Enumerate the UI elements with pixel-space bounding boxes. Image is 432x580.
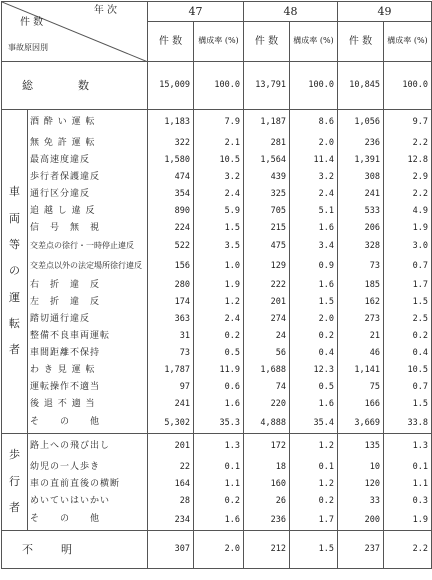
cell: 10.5 [384, 362, 432, 379]
cell: 0.2 [290, 328, 338, 345]
row-label: そ の 他 [28, 510, 148, 531]
cell: 4,888 [244, 413, 290, 434]
cell: 2.2 [384, 135, 432, 152]
cell: 166 [338, 396, 384, 413]
row-label: 右 折 違 反 [28, 277, 148, 294]
cell: 120 [338, 476, 384, 493]
cell: 1.2 [194, 294, 244, 311]
cell: 2.1 [194, 135, 244, 152]
table-row [2, 110, 432, 135]
cell: 1.7 [290, 510, 338, 531]
cell: 12.3 [290, 362, 338, 379]
cell: 26 [244, 493, 290, 510]
pedestrian_group-group-label [2, 434, 28, 531]
cell: 2.0 [290, 311, 338, 328]
cell: 0.1 [290, 459, 338, 476]
header-cause-label: 事故原因別 [8, 43, 48, 52]
cell: 11.4 [290, 152, 338, 169]
cell: 1.0 [194, 257, 244, 277]
cell: 0.6 [194, 379, 244, 396]
cell: 3.2 [194, 169, 244, 186]
table-row [2, 493, 432, 510]
cell: 280 [148, 277, 194, 294]
row-label: 最高速度違反 [28, 152, 148, 169]
cell: 475 [244, 237, 290, 257]
year-48: 48 [244, 2, 338, 22]
cell: 1.1 [194, 476, 244, 493]
cell: 234 [148, 510, 194, 531]
group-label-char: 行 [9, 474, 20, 488]
cell: 1.2 [290, 476, 338, 493]
cell: 22 [148, 459, 194, 476]
cell: 1,688 [244, 362, 290, 379]
cell: 1,141 [338, 362, 384, 379]
table-row [2, 220, 432, 237]
table-row [2, 294, 432, 311]
cell: 12.8 [384, 152, 432, 169]
unknown-label: 不 明 [2, 531, 148, 569]
cell: 0.2 [290, 493, 338, 510]
cell: 1.9 [194, 277, 244, 294]
table-row [2, 257, 432, 277]
row-label: 踏切通行違反 [28, 311, 148, 328]
cell: 1.3 [194, 434, 244, 459]
cell: 2.9 [384, 169, 432, 186]
row-label: 整備不良車両運転 [28, 328, 148, 345]
group-label-char: 者 [9, 343, 20, 357]
cell: 1,056 [338, 110, 384, 135]
cell: 2.0 [194, 531, 244, 569]
cell: 8.6 [290, 110, 338, 135]
row-label: めいていはいかい [28, 493, 148, 510]
unknown-row [2, 531, 432, 569]
table-row [2, 459, 432, 476]
cell: 10 [338, 459, 384, 476]
cell: 363 [148, 311, 194, 328]
cell: 100.0 [194, 62, 244, 110]
cell: 3.0 [384, 237, 432, 257]
cell: 220 [244, 396, 290, 413]
cell: 3.5 [194, 237, 244, 257]
cell: 439 [244, 169, 290, 186]
cell: 5.9 [194, 203, 244, 220]
row-label: 後 退 不 適 当 [28, 396, 148, 413]
row-label: そ の 他 [28, 413, 148, 434]
table-row [2, 203, 432, 220]
cell: 35.3 [194, 413, 244, 434]
row-label: 酒 酔 い 運 転 [28, 110, 148, 135]
group-label-char: 運 [9, 290, 20, 304]
pedestrian-group [2, 434, 432, 531]
cell: 185 [338, 277, 384, 294]
cell: 1.9 [384, 220, 432, 237]
cell: 354 [148, 186, 194, 203]
cell: 1,564 [244, 152, 290, 169]
table-row [2, 379, 432, 396]
cell: 1.1 [384, 476, 432, 493]
cell: 9.7 [384, 110, 432, 135]
table-row [2, 152, 432, 169]
vehicle_group-group-label [2, 110, 28, 434]
cell: 522 [148, 237, 194, 257]
cell: 135 [338, 434, 384, 459]
cell: 174 [148, 294, 194, 311]
cell: 212 [244, 531, 290, 569]
group-label-char: の [9, 264, 20, 278]
cell: 0.5 [194, 345, 244, 362]
header-count-label: 件 数 [20, 17, 44, 28]
group-label-char: 者 [9, 501, 20, 515]
cell: 2.4 [194, 311, 244, 328]
col-rate-48: 構成率 (%) [290, 22, 338, 62]
cell: 2.2 [384, 531, 432, 569]
cell: 156 [148, 257, 194, 277]
cell: 215 [244, 220, 290, 237]
cell: 46 [338, 345, 384, 362]
cell: 1.6 [194, 510, 244, 531]
cell: 2.5 [384, 311, 432, 328]
cell: 201 [244, 294, 290, 311]
cell: 307 [148, 531, 194, 569]
cell: 1.5 [290, 294, 338, 311]
cell: 97 [148, 379, 194, 396]
cell: 2.0 [290, 135, 338, 152]
cell: 11.9 [194, 362, 244, 379]
cell: 1.5 [384, 396, 432, 413]
cell: 241 [148, 396, 194, 413]
vehicle-group [2, 110, 432, 434]
cell: 241 [338, 186, 384, 203]
cell: 1.3 [384, 434, 432, 459]
cell: 56 [244, 345, 290, 362]
cell: 2.2 [384, 186, 432, 203]
row-label: 左 折 違 反 [28, 294, 148, 311]
cell: 0.2 [384, 328, 432, 345]
cell: 3.2 [290, 169, 338, 186]
table-row [2, 345, 432, 362]
cell: 325 [244, 186, 290, 203]
col-rate-49: 構成率 (%) [384, 22, 432, 62]
col-count-48: 件 数 [244, 22, 290, 62]
cell: 73 [148, 345, 194, 362]
row-label: 追 越 し 違 反 [28, 203, 148, 220]
group-label-char: 等 [9, 237, 20, 251]
cell: 237 [338, 531, 384, 569]
cell: 1.5 [384, 294, 432, 311]
cell: 1,787 [148, 362, 194, 379]
cell: 4.9 [384, 203, 432, 220]
cell: 1,183 [148, 110, 194, 135]
cell: 328 [338, 237, 384, 257]
cell: 10.5 [194, 152, 244, 169]
table-row [2, 476, 432, 493]
cell: 1.2 [290, 434, 338, 459]
cell: 31 [148, 328, 194, 345]
cell: 21 [338, 328, 384, 345]
table-row [2, 277, 432, 294]
row-label: 歩行者保護違反 [28, 169, 148, 186]
cell: 1.5 [194, 220, 244, 237]
year-47: 47 [148, 2, 244, 22]
cell: 100.0 [290, 62, 338, 110]
table-row [2, 237, 432, 257]
cell: 1.5 [290, 531, 338, 569]
cell: 236 [338, 135, 384, 152]
cell: 100.0 [384, 62, 432, 110]
row-label: 無 免 許 運 転 [28, 135, 148, 152]
cell: 201 [148, 434, 194, 459]
cell: 33 [338, 493, 384, 510]
table-row [2, 186, 432, 203]
cell: 1,391 [338, 152, 384, 169]
cell: 15,009 [148, 62, 194, 110]
cell: 0.4 [290, 345, 338, 362]
cell: 74 [244, 379, 290, 396]
table-row [2, 434, 432, 459]
cell: 1,580 [148, 152, 194, 169]
group-label-char: 転 [9, 317, 20, 331]
cell: 705 [244, 203, 290, 220]
table-row [2, 413, 432, 434]
cell: 18 [244, 459, 290, 476]
cell: 0.3 [384, 493, 432, 510]
cell: 0.4 [384, 345, 432, 362]
row-label: 幼児の一人歩き [28, 459, 148, 476]
table-row [2, 510, 432, 531]
cell: 1.6 [290, 396, 338, 413]
cell: 0.9 [290, 257, 338, 277]
cell: 35.4 [290, 413, 338, 434]
cell: 474 [148, 169, 194, 186]
total-row [2, 62, 432, 110]
cell: 7.9 [194, 110, 244, 135]
cell: 1,187 [244, 110, 290, 135]
cell: 1.9 [384, 510, 432, 531]
cell: 75 [338, 379, 384, 396]
cell: 533 [338, 203, 384, 220]
cell: 162 [338, 294, 384, 311]
cell: 160 [244, 476, 290, 493]
cell: 3,669 [338, 413, 384, 434]
header-year-label: 年 次 [93, 5, 117, 16]
header-corner [2, 2, 148, 62]
table-row [2, 135, 432, 152]
cell: 5.1 [290, 203, 338, 220]
total-label: 総 数 [2, 62, 148, 110]
year-49: 49 [338, 2, 432, 22]
cell: 0.1 [194, 459, 244, 476]
cell: 0.1 [384, 459, 432, 476]
cell: 322 [148, 135, 194, 152]
col-count-49: 件 数 [338, 22, 384, 62]
cell: 1.6 [194, 396, 244, 413]
table-row [2, 396, 432, 413]
cell: 129 [244, 257, 290, 277]
cell: 273 [338, 311, 384, 328]
col-count-47: 件 数 [148, 22, 194, 62]
group-label-char: 車 [9, 185, 20, 199]
cell: 274 [244, 311, 290, 328]
cell: 0.7 [384, 257, 432, 277]
cell: 0.7 [384, 379, 432, 396]
table-row [2, 311, 432, 328]
group-label-char: 両 [9, 211, 20, 225]
cell: 308 [338, 169, 384, 186]
row-label: 交差点の徐行・一時停止違反 [28, 237, 148, 257]
cell: 28 [148, 493, 194, 510]
cell: 5,302 [148, 413, 194, 434]
cell: 2.4 [290, 186, 338, 203]
cell: 206 [338, 220, 384, 237]
col-rate-47: 構成率 (%) [194, 22, 244, 62]
row-label: 交差点以外の法定場所徐行違反 [28, 257, 148, 277]
row-label: わ き 見 運 転 [28, 362, 148, 379]
cell: 73 [338, 257, 384, 277]
cell: 10,845 [338, 62, 384, 110]
cell: 890 [148, 203, 194, 220]
group-label-char: 歩 [9, 448, 20, 462]
row-label: 信 号 無 視 [28, 220, 148, 237]
table-row [2, 169, 432, 186]
cell: 222 [244, 277, 290, 294]
row-label: 通行区分違反 [28, 186, 148, 203]
table-row [2, 362, 432, 379]
cell: 3.4 [290, 237, 338, 257]
cell: 164 [148, 476, 194, 493]
cell: 236 [244, 510, 290, 531]
cell: 1.6 [290, 277, 338, 294]
cell: 200 [338, 510, 384, 531]
cell: 13,791 [244, 62, 290, 110]
cell: 0.5 [290, 379, 338, 396]
cell: 281 [244, 135, 290, 152]
cell: 2.4 [194, 186, 244, 203]
cell: 0.2 [194, 493, 244, 510]
cell: 224 [148, 220, 194, 237]
cell: 24 [244, 328, 290, 345]
row-label: 車の直前直後の横断 [28, 476, 148, 493]
row-label: 車間距離不保持 [28, 345, 148, 362]
row-label: 運転操作不適当 [28, 379, 148, 396]
row-label: 路上への飛び出し [28, 434, 148, 459]
table-row [2, 328, 432, 345]
cell: 0.2 [194, 328, 244, 345]
cell: 1.7 [384, 277, 432, 294]
accident-cause-table [1, 1, 432, 569]
cell: 1.6 [290, 220, 338, 237]
cell: 33.8 [384, 413, 432, 434]
cell: 172 [244, 434, 290, 459]
